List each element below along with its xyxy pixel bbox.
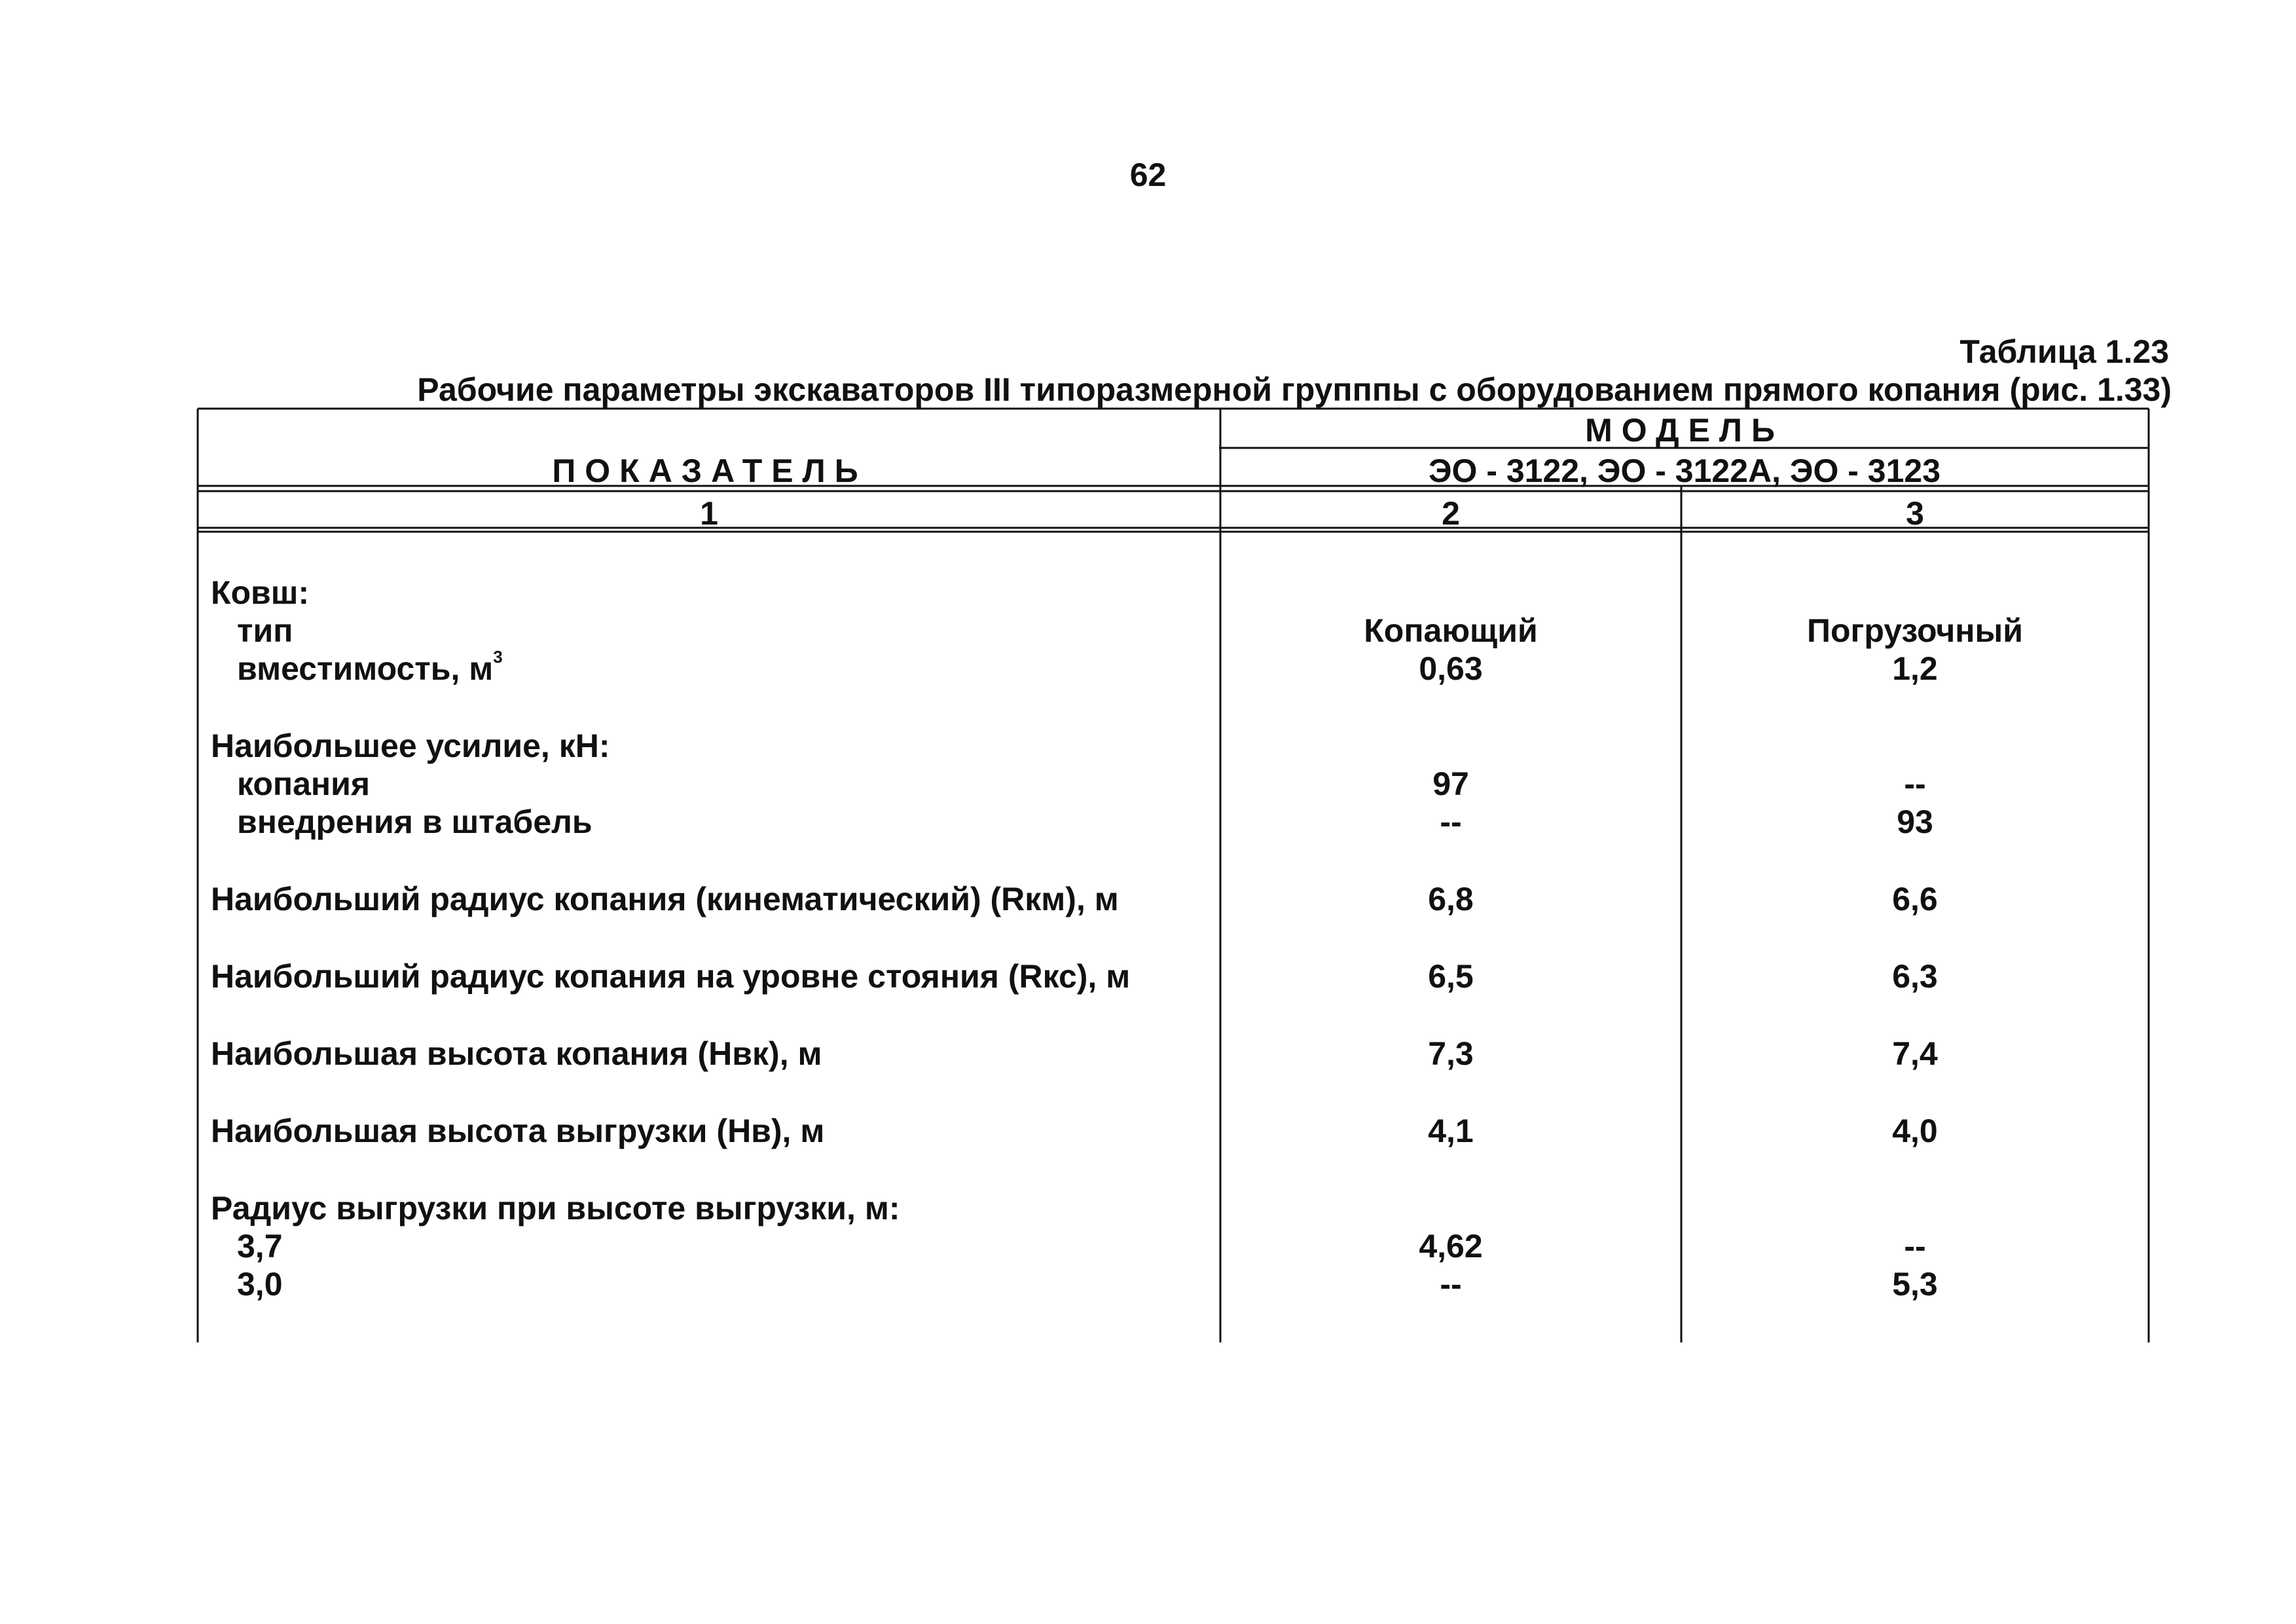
unload-37-label: 3,7 (237, 1228, 283, 1264)
page-number: 62 (1129, 157, 1167, 193)
table-title: Рабочие параметры экскаваторов III типоразмерной групппы с оборудованием прямого копания (рис. 1.33) (417, 371, 2172, 408)
unload-radius-heading: Радиус выгрузки при высоте выгрузки, м: (211, 1190, 900, 1227)
radius-kinematic-col3: 6,6 (1892, 881, 1938, 917)
bucket-heading: Ковш: (211, 574, 310, 611)
force-digging-label: копания (237, 766, 371, 802)
unload-37-col3: -- (1904, 1228, 1926, 1264)
radius-level-label: Наибольший радиус копания на уровне стояния (Rкс), м (211, 958, 1131, 995)
table-label: Таблица 1.23 (1959, 333, 2169, 370)
height-dig-label: Наибольшая высота копания (Нвк), м (211, 1035, 822, 1072)
force-digging-col2: 97 (1432, 766, 1469, 802)
radius-level-col3: 6,3 (1892, 958, 1938, 995)
height-unload-label: Наибольшая высота выгрузки (Нв), м (211, 1113, 825, 1149)
col-number-1: 1 (700, 495, 718, 532)
radius-level-col2: 6,5 (1428, 958, 1474, 995)
bucket-capacity-col2: 0,63 (1419, 650, 1483, 687)
force-pile-col2: -- (1440, 803, 1462, 840)
unload-30-col3: 5,3 (1892, 1266, 1938, 1302)
col-number-3: 3 (1906, 495, 1924, 532)
height-dig-col3: 7,4 (1892, 1035, 1938, 1072)
force-digging-col3: -- (1904, 766, 1926, 802)
header-models: ЭО - 3122, ЭО - 3122А, ЭО - 3123 (1428, 452, 1941, 489)
bucket-type-col3: Погрузочный (1807, 612, 2023, 649)
cubic-superscript: 3 (493, 647, 503, 667)
radius-kinematic-label: Наибольший радиус копания (кинематический) (Rкм), м (211, 881, 1119, 917)
header-indicator: ПОКАЗАТЕЛЬ (552, 452, 867, 489)
bucket-capacity-col3: 1,2 (1892, 650, 1938, 687)
header-model: МОДЕЛЬ (1585, 412, 1784, 449)
force-pile-col3: 93 (1897, 803, 1933, 840)
unload-30-label: 3,0 (237, 1266, 283, 1302)
radius-kinematic-col2: 6,8 (1428, 881, 1474, 917)
height-unload-col2: 4,1 (1428, 1113, 1474, 1149)
height-dig-col2: 7,3 (1428, 1035, 1474, 1072)
bucket-type-col2: Копающий (1364, 612, 1538, 649)
bucket-type-label: тип (237, 612, 293, 649)
bucket-capacity-label: вместимость, $м^3$ (237, 647, 503, 687)
unload-37-col2: 4,62 (1419, 1228, 1483, 1264)
force-pile-label: внедрения в штабель (237, 803, 592, 840)
force-heading: Наибольшее усилие, кН: (211, 728, 610, 764)
height-unload-col3: 4,0 (1892, 1113, 1938, 1149)
col-number-2: 2 (1442, 495, 1460, 532)
unload-30-col2: -- (1440, 1266, 1462, 1302)
